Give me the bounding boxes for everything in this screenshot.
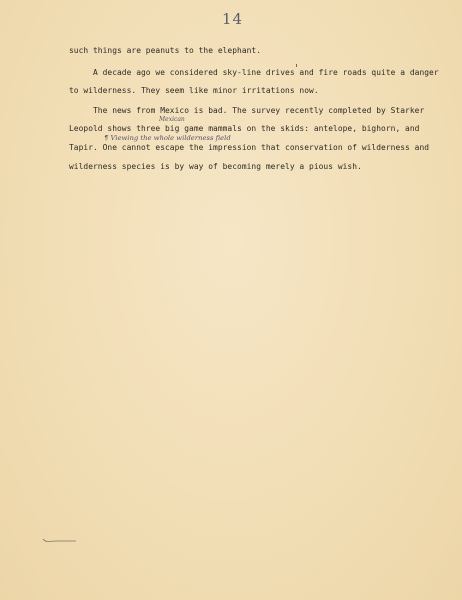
text-line-1: such things are peanuts to the elephant. bbox=[69, 46, 262, 55]
pencil-margin-mark bbox=[42, 536, 78, 544]
text-line-7: wilderness species is by way of becoming merely a pious wish. bbox=[69, 162, 362, 171]
page-number: 14 bbox=[222, 10, 244, 28]
handwritten-insert-mexican: Mexican bbox=[159, 116, 185, 123]
margin-tick-mark bbox=[296, 64, 297, 67]
text-line-5: Leopold shows three big game mammals on the skids: antelope, bighorn, and bbox=[69, 124, 420, 133]
text-line-6: Tapir. One cannot escape the impression that conservation of wilderness and bbox=[69, 143, 430, 152]
text-line-3: to wilderness. They seem like minor irritations now. bbox=[69, 86, 319, 95]
text-line-4: The news from Mexico is bad. The survey recently completed by Starker bbox=[93, 106, 425, 115]
handwritten-insert-viewing: ¶ Viewing the whole wilderness field bbox=[104, 134, 231, 142]
text-line-2: A decade ago we considered sky-line drives and fire roads quite a danger bbox=[93, 68, 439, 77]
